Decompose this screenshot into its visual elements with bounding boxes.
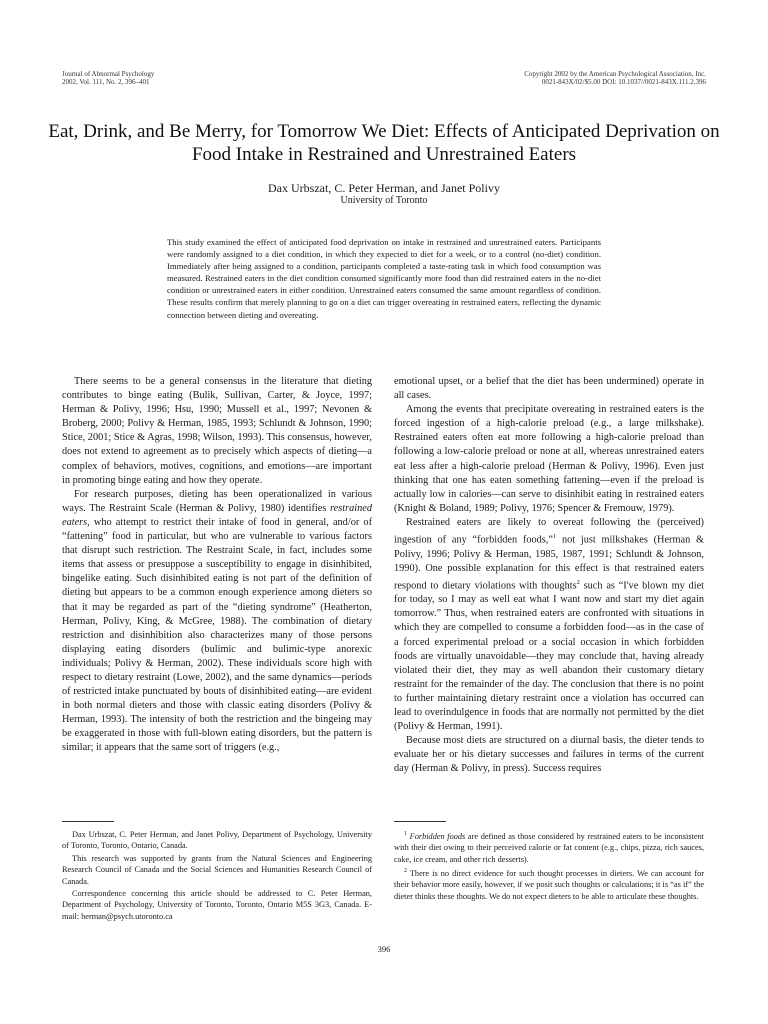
- doi-line: 0021-843X/02/$5.00 DOI: 10.1037//0021-843X.111.2.396: [541, 78, 706, 86]
- abstract: This study examined the effect of anticipated food deprivation on intake in restrained and unrestrained eaters. Participants were randomly assigned to a diet condition, in which they expected to diet for a week, or to a control (no-diet) condition. Immediately after being assigned to a condition, participants completed a taste-rating task in which food consumption was measured. Restrained eaters in the diet condition consumed significantly more food than did restrained eaters in the no-diet condition or unrestrained eaters in either condition. Unrestrained eaters consumed the same amount regardless of condition. These results confirm that merely planning to go on a diet can trigger overeating in restrained eaters, reflecting the dynamic connection between dieting and overeating.: [167, 237, 601, 320]
- footnote-term: Forbidden foods: [409, 831, 466, 841]
- footnote-divider: [62, 821, 114, 822]
- body-column-right: [394, 375, 704, 776]
- copyright-header: [524, 70, 706, 86]
- body-paragraph: emotional upset, or a belief that the diet has been undermined) operate in all cases.: [394, 376, 704, 402]
- footnote: $^2$ There is no direct evidence for such thought processes in dieters. We can account for their behavior more easily, however, if we posit such thoughts or calculations; it is “as if” the dieter thinks these thoughts. We do not expect dieters to be able to articulate these thoughts.: [394, 867, 704, 901]
- page-number: 396: [377, 944, 391, 954]
- footnote-divider: [394, 821, 446, 822]
- body-paragraph: There seems to be a general consensus in the literature that dieting contributes to binge eating (Bulik, Sullivan, Carter, & Joyce, 1997; Herman & Polivy, 1996; Hsu, 1990; Mussell et al., 1997; Nevonen & Broberg, 2000; Polivy & Herman, 1985, 1993; Schlundt & Johnson, 1990; Stice, 2001; Stice & Agras, 1998; Wilson, 1993). This consensus, however, does not extend to agreement as to precisely which aspects of dieting—a complex of behaviors, motives, cognitions, and emotions—are important in promoting binge eating and how they operate.: [62, 376, 372, 486]
- article-title: Eat, Drink, and Be Merry, for Tomorrow We Diet: Effects of Anticipated Deprivation on Food Intake in Restrained and Unrestrained Eaters: [48, 121, 720, 165]
- body-paragraph: For research purposes, dieting has been operationalized in various ways. The Restraint Scale (Herman & Polivy, 1980) identifies restrained eaters, who attempt to restrict their intake of food in general, and/or of “fattening” food in particular, but who are vulnerable to various factors that disrupt such restriction. The Restraint Scale, in fact, includes some items that assess or presuppose a susceptibility to engage in disinhibited, bingelike eating. Such disinhibited eating is not part of the definition of dieting but appears to be a common enough experience among dieters so that it may be regarded as part of the “dieting syndrome” (Heatherton, Herman, Polivy, King, & McGree, 1988). The combination of dietary restriction and disinhibition also characterizes many of those persons displaying eating disorders (bulimic and bulimic-type anorexic individuals; Polivy & Herman, 2002). These individuals score high with respect to dietary restraint (Lowe, 2002), and the same dynamics—periods of restricted intake punctuated by bouts of disinhibited eating—are evident in both normal dieters and those with classic eating disorders (Polivy & Herman, 1993). The intensity of both the restriction and the bingeing may be exaggerated in those with full-blown eating disorders, but the pattern is similar; it appears that the same sort of triggers (e.g.,: [62, 488, 372, 754]
- footnote: $^1$ Forbidden foods are defined as those considered by restrained eaters to be inconsistent with their diet owing to their perceived calorie or fat content (e.g., chips, pizza, rich sauces, cake, ice cream, and other rich desserts).: [394, 831, 704, 864]
- author-note: [62, 829, 372, 923]
- body-paragraph: Restrained eaters are likely to overeat following the (perceived) ingestion of any “forbidden foods,”$^1$ not just milkshakes (Herman & Polivy, 1996; Polivy & Herman, 1985, 1987, 1991; Schlundt & Johnson, 1990). One possible explanation for this effect is that restrained eaters respond to dietary violations with thoughts$^2$ such as “I've blown my diet for today, so I may as well eat what I want now and start my diet again tomorrow.” Thus, when restrained eaters are confronted with situations in which they are compelled to consume a forbidden food—as in the case of a forced experimental preload or a social occasion in which forbidden foods are virtually unavoidable—they may conclude that, having already violated their diet, they may as well abandon their customary dietary restraint for the remainder of the day. The conclusion that there is no point to further maintaining dietary restraint once a violation has occurred can lead to overindulgence in foods that are normally not permitted by the diet (Polivy & Herman, 1991).: [394, 516, 705, 733]
- journal-name: Journal of Abnormal Psychology: [62, 70, 155, 78]
- footnote-mark: 2: [404, 867, 407, 874]
- body-paragraph: Among the events that precipitate overeating in restrained eaters is the forced ingestion of a high-calorie preload (e.g., a large milkshake). Restrained eaters often eat more following a high-calorie preload than following a low-calorie preload or none at all, whereas unrestrained eaters eat less after a high-calorie preload (Herman & Polivy, 1996). Even just thinking that one has eaten something fattening—even if the preload is actually low in calories—can serve to disinhibit eating in restrained eaters (Knight & Boland, 1989; Polivy, 1976; Spencer & Fremouw, 1979).: [394, 404, 704, 514]
- emphasized-term: restrained eaters: [62, 502, 372, 528]
- body-column-left: [62, 375, 372, 756]
- body-paragraph: Because most diets are structured on a diurnal basis, the dieter tends to evaluate her or his dietary successes and failures in terms of the current day (Herman & Polivy, in press). Success requires: [394, 735, 704, 775]
- footnote-ref: 2: [576, 578, 580, 586]
- author-note-paragraph: Correspondence concerning this article should be addressed to C. Peter Herman, Department of Psychology, University of Toronto, Toronto, Ontario M5S 3G3, Canada. E-mail: herman@psych.utoronto.ca: [62, 889, 372, 921]
- author-note-paragraph: This research was supported by grants from the Natural Sciences and Engineering Research Council of Canada and the Social Sciences and Humanities Research Council of Canada.: [62, 853, 372, 886]
- footnote-ref: 1: [552, 533, 557, 541]
- journal-volume: 2002, Vol. 111, No. 2, 396–401: [62, 78, 150, 86]
- copyright-line: Copyright 2002 by the American Psychological Association, Inc.: [524, 70, 706, 78]
- footnotes: [394, 829, 704, 903]
- footnote-mark: 1: [404, 831, 407, 837]
- author-list: Dax Urbszat, C. Peter Herman, and Janet Polivy: [268, 181, 500, 195]
- author-note-paragraph: Dax Urbszat, C. Peter Herman, and Janet Polivy, Department of Psychology, University of Toronto, Toronto, Ontario, Canada.: [62, 830, 372, 851]
- affiliation: University of Toronto: [340, 195, 428, 206]
- journal-header: [62, 70, 154, 86]
